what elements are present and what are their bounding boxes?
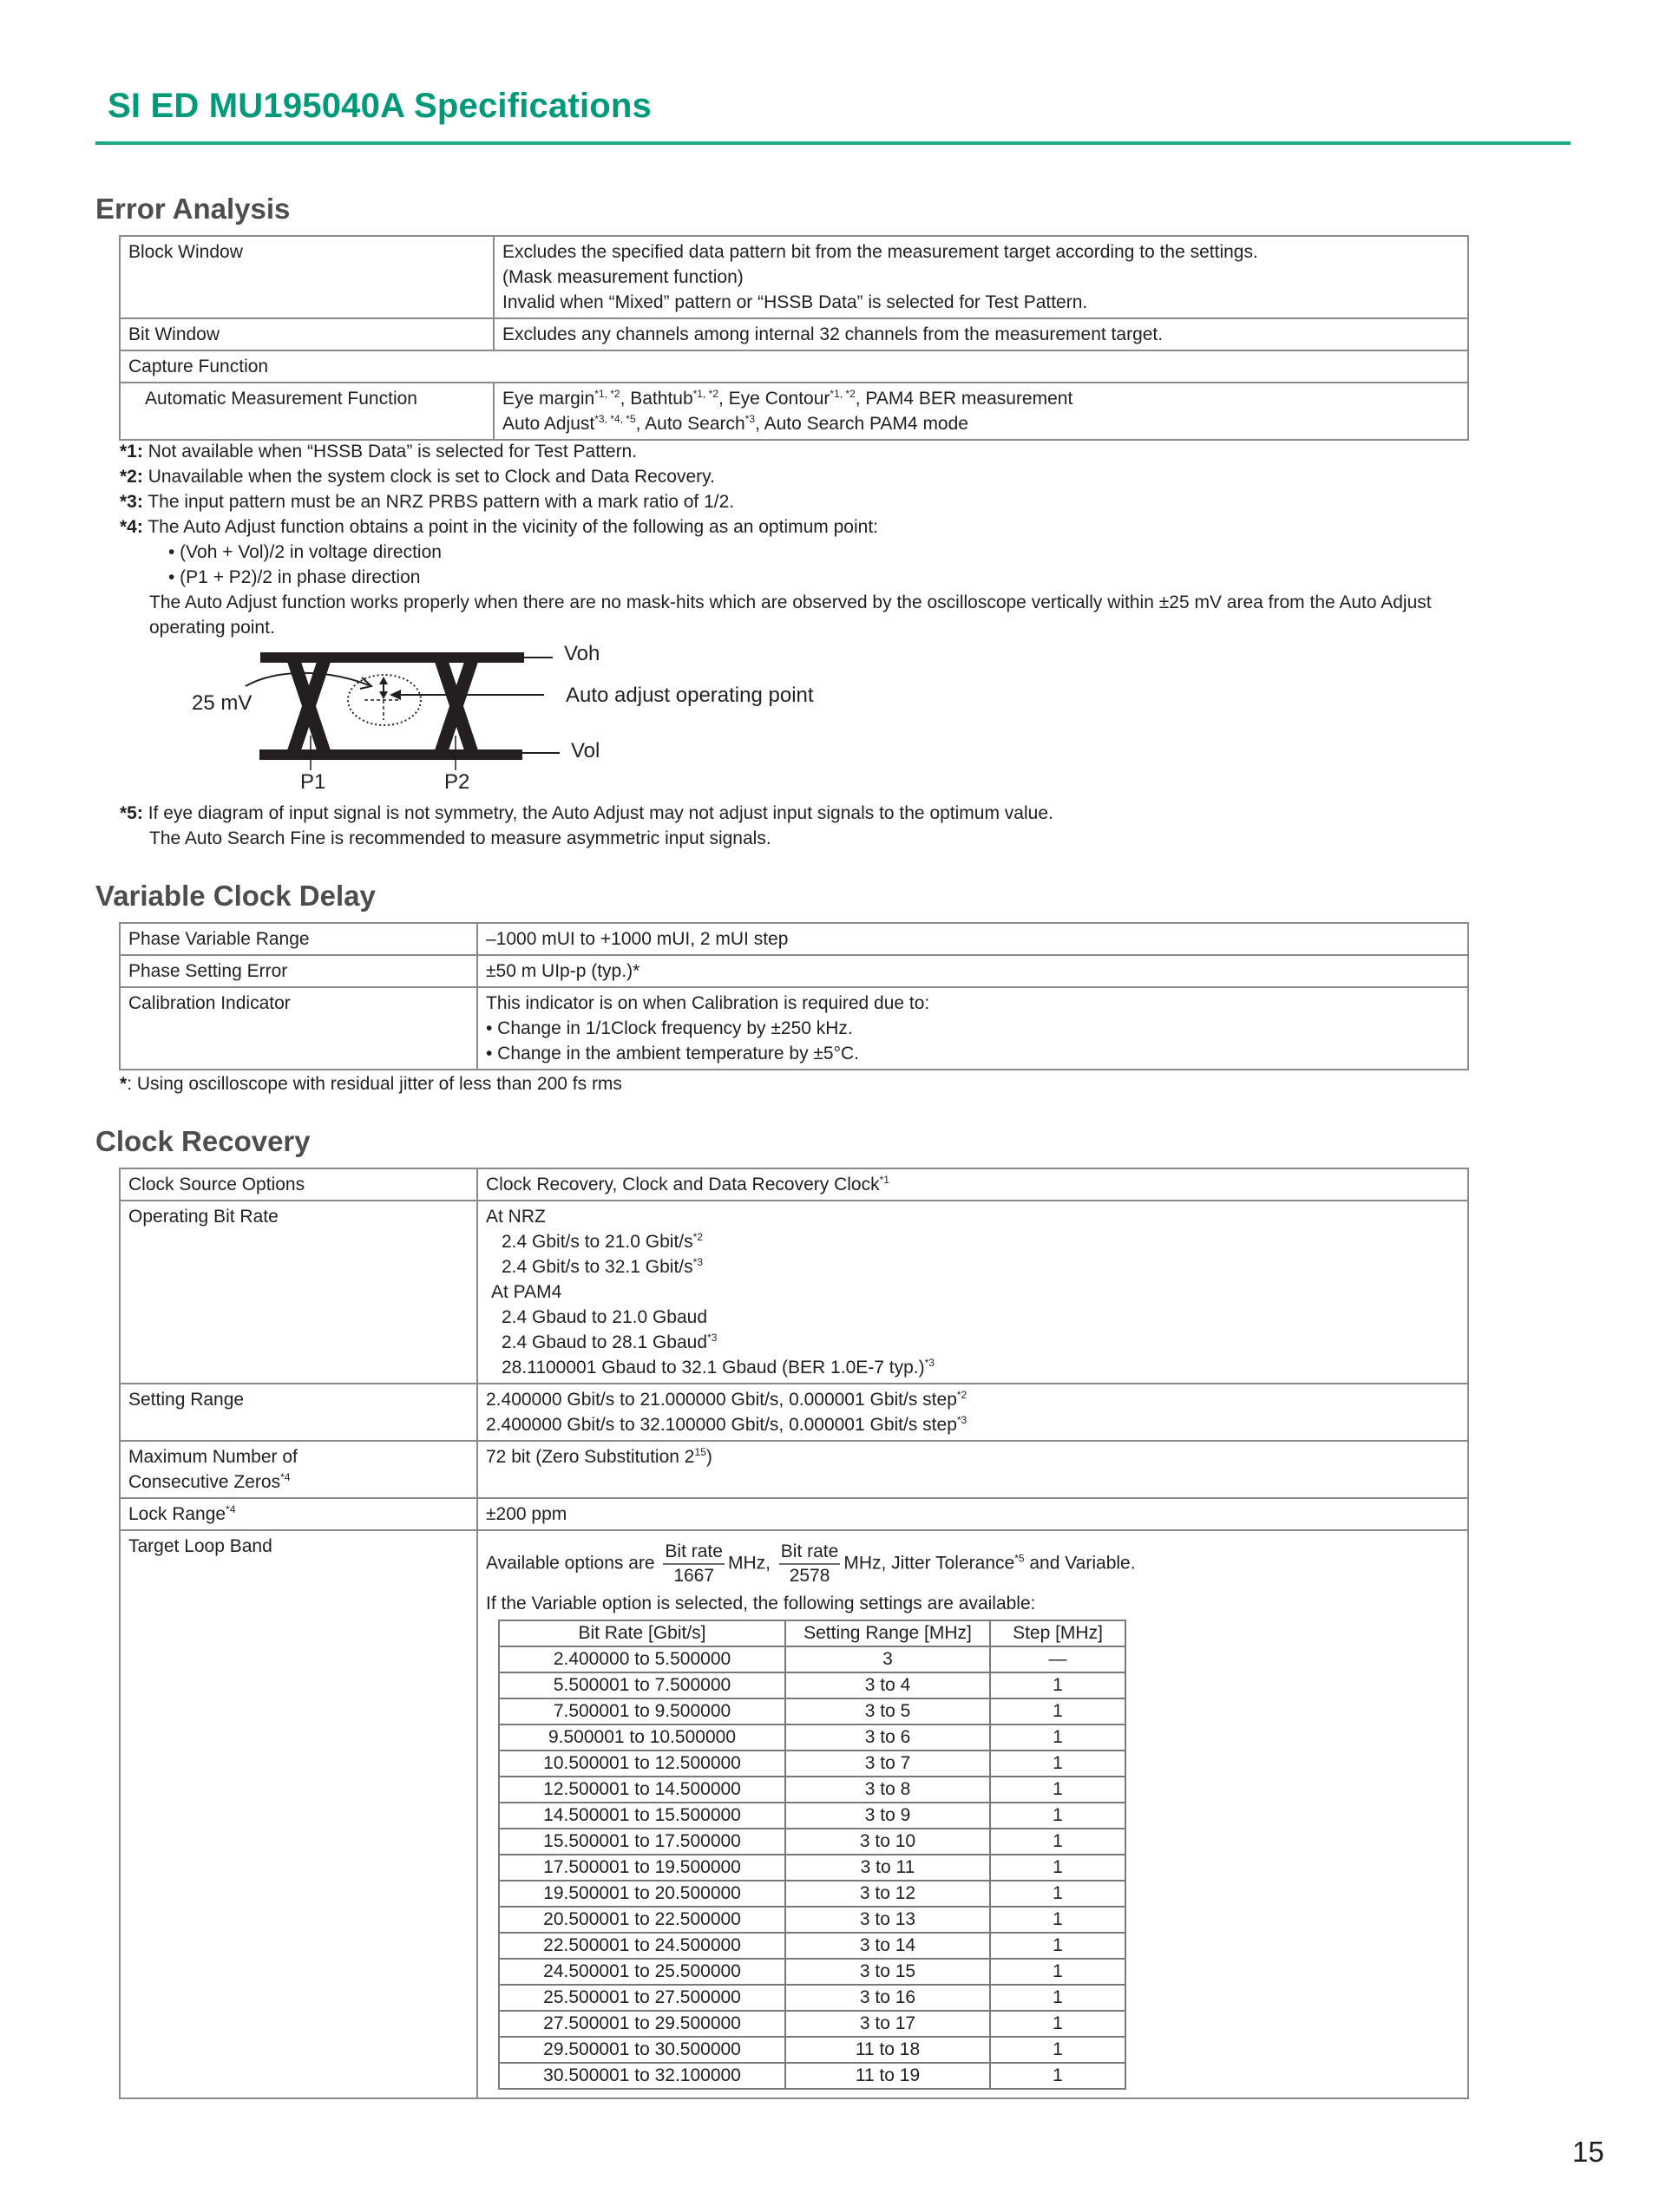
table-row (499, 1933, 1125, 1959)
row-value: 72 bit (Zero Substitution $2^{15}$) (477, 1441, 1468, 1498)
operating-point-label: Auto adjust operating point (566, 684, 814, 707)
table-header-row (499, 1620, 1125, 1646)
table-row (120, 923, 1468, 955)
variable-loop-band-table (498, 1620, 1126, 2090)
table-row (120, 1441, 1468, 1498)
row-label: Block Window (120, 236, 494, 318)
table-row (499, 1855, 1125, 1881)
setting-range-cell: 11 to 19 (785, 2063, 990, 2089)
footnote: *3: The input pattern must be an NRZ PRBS pattern with a mark ratio of 1/2. (120, 492, 735, 512)
footnote-bullet: • (Voh + Vol)/2 in voltage direction (168, 542, 442, 562)
page-number: 15 (1572, 2136, 1604, 2168)
table-row (120, 1530, 1468, 2098)
table-row (120, 1168, 1468, 1201)
step-cell: 1 (990, 1777, 1125, 1803)
table-row (499, 1881, 1125, 1907)
setting-range-cell: 3 to 12 (785, 1881, 990, 1907)
row-label-full: Capture Function (120, 350, 1468, 383)
row-label: Target Loop Band (120, 1530, 477, 2098)
row-value (477, 1530, 1468, 2098)
setting-range-cell: 3 to 9 (785, 1803, 990, 1829)
setting-range-cell: 3 to 8 (785, 1777, 990, 1803)
clock-recovery-heading: Clock Recovery (95, 1125, 311, 1157)
step-cell: — (990, 1646, 1125, 1672)
table-row (120, 1201, 1468, 1384)
row-value: ±50 m UIp-p (typ.)* (477, 955, 1468, 987)
bit-rate-cell: 29.500001 to 30.500000 (499, 2037, 785, 2063)
value-line: Invalid when “Mixed” pattern or “HSSB Data” is selected for Test Pattern. (502, 292, 1088, 312)
setting-range-cell: 3 to 5 (785, 1698, 990, 1724)
clock-recovery-table (119, 1168, 1469, 2099)
step-cell: 1 (990, 1803, 1125, 1829)
row-label: Clock Source Options (120, 1168, 477, 1201)
table-row (499, 1777, 1125, 1803)
row-label: Bit Window (120, 318, 494, 350)
step-cell: 1 (990, 1698, 1125, 1724)
footnote: *2: Unavailable when the system clock is set to Clock and Data Recovery. (120, 467, 715, 487)
step-cell: 1 (990, 2011, 1125, 2037)
footnote-note: operating point. (149, 618, 275, 638)
row-label: Operating Bit Rate (120, 1201, 477, 1384)
column-header: Setting Range [MHz] (785, 1620, 990, 1646)
bit-rate-cell: 15.500001 to 17.500000 (499, 1829, 785, 1855)
step-cell: 1 (990, 1907, 1125, 1933)
table-row (499, 1803, 1125, 1829)
row-value: Excludes any channels among internal 32 channels from the measurement target. (494, 318, 1468, 350)
variable-note: If the Variable option is selected, the following settings are available: (486, 1594, 1036, 1613)
table-row (499, 1724, 1125, 1751)
table-row (499, 2063, 1125, 2089)
row-label: Automatic Measurement Function (120, 383, 494, 440)
table-row (499, 1672, 1125, 1698)
table-row (120, 987, 1468, 1070)
variable-clock-delay-table (119, 922, 1469, 1070)
table-row (499, 1907, 1125, 1933)
footnote: *4: The Auto Adjust function obtains a point in the vicinity of the following as an optimum point: (120, 517, 878, 537)
value-line: (Mask measurement function) (502, 267, 744, 287)
column-header: Step [MHz] (990, 1620, 1125, 1646)
setting-range-cell: 3 to 16 (785, 1985, 990, 2011)
bit-rate-cell: 30.500001 to 32.100000 (499, 2063, 785, 2089)
voh-label: Voh (564, 642, 600, 665)
footnote-bullet: • (P1 + P2)/2 in phase direction (168, 567, 421, 587)
setting-range-cell: 3 to 10 (785, 1829, 990, 1855)
bit-rate-cell: 24.500001 to 25.500000 (499, 1959, 785, 1985)
setting-range-cell: 3 to 14 (785, 1933, 990, 1959)
step-cell: 1 (990, 1855, 1125, 1881)
step-cell: 1 (990, 1881, 1125, 1907)
row-value: 2.400000 Gbit/s to 21.000000 Gbit/s, 0.000001 Gbit/s step$^{*2}$ 2.400000 Gbit/s to 32.100000 Gbit/s, 0.000001 Gbit/s step$^{*3}$ (477, 1384, 1468, 1441)
value-line: Eye margin$^{*1, *2}$, Bathtub$^{*1, *2}$, Eye Contour$^{*1, *2}$, PAM4 BER measurement (502, 388, 1073, 409)
bit-rate-cell: 27.500001 to 29.500000 (499, 2011, 785, 2037)
row-value: At NRZ 2.4 Gbit/s to 21.0 Gbit/$s^{*2}$ 2.4 Gbit/s to 32.1 Gbit/$s^{*3}$ At PAM4 2.4 Gbaud to 21.0 Gbaud 2.4 Gbaud to 28.1 Gbaud$^{*3}$ 28.1100001 Gbaud to 32.1 Gbaud (BER 1.0E-7 typ.)$^{*3}$ (477, 1201, 1468, 1384)
setting-range-cell: 3 to 13 (785, 1907, 990, 1933)
row-label: Setting Range (120, 1384, 477, 1441)
bit-rate-cell: 25.500001 to 27.500000 (499, 1985, 785, 2011)
step-cell: 1 (990, 2037, 1125, 2063)
table-row (120, 955, 1468, 987)
mv-label: 25 mV (192, 691, 253, 715)
value-line: Auto Adjust$^{*3, *4, *5}$, Auto Search$^{*3}$, Auto Search PAM4 mode (502, 413, 968, 434)
row-label: Phase Variable Range (120, 923, 477, 955)
setting-range-cell: 3 to 6 (785, 1724, 990, 1751)
bit-rate-cell: 22.500001 to 24.500000 (499, 1933, 785, 1959)
step-cell: 1 (990, 2063, 1125, 2089)
fraction: $\frac{\text{Bit rate}}{1667}$ (665, 1541, 723, 1586)
table-row (499, 2037, 1125, 2063)
table-row (499, 1959, 1125, 1985)
bit-rate-cell: 5.500001 to 7.500000 (499, 1672, 785, 1698)
column-header: Bit Rate [Gbit/s] (499, 1620, 785, 1646)
table-row (499, 1698, 1125, 1724)
setting-range-cell: 3 to 17 (785, 2011, 990, 2037)
step-cell: 1 (990, 1672, 1125, 1698)
step-cell: 1 (990, 1933, 1125, 1959)
table-row (499, 1646, 1125, 1672)
vol-label: Vol (571, 739, 600, 762)
bit-rate-cell: 17.500001 to 19.500000 (499, 1855, 785, 1881)
error-analysis-heading: Error Analysis (95, 193, 291, 225)
page-title: SI ED MU195040A Specifications (108, 87, 652, 125)
row-value: ±200 ppm (477, 1498, 1468, 1530)
bit-rate-cell: 12.500001 to 14.500000 (499, 1777, 785, 1803)
row-value: This indicator is on when Calibration is required due to: • Change in 1/1Clock frequency by ±250 kHz. • Change in the ambient temperature by ±5°C. (477, 987, 1468, 1070)
variable-clock-delay-heading: Variable Clock Delay (95, 880, 376, 912)
bit-rate-cell: 14.500001 to 15.500000 (499, 1803, 785, 1829)
row-label: Maximum Number of Consecutive Zeros$^{*4}$ (120, 1441, 477, 1498)
step-cell: 1 (990, 1985, 1125, 2011)
bit-rate-cell: 19.500001 to 20.500000 (499, 1881, 785, 1907)
setting-range-cell: 3 to 15 (785, 1959, 990, 1985)
setting-range-cell: 3 to 4 (785, 1672, 990, 1698)
step-cell: 1 (990, 1724, 1125, 1751)
row-label: Phase Setting Error (120, 955, 477, 987)
setting-range-cell: 3 to 7 (785, 1751, 990, 1777)
bit-rate-cell: 7.500001 to 9.500000 (499, 1698, 785, 1724)
bit-rate-cell: 10.500001 to 12.500000 (499, 1751, 785, 1777)
table-row (120, 1498, 1468, 1530)
table-row (499, 1985, 1125, 2011)
loop-band-options: Available options are $\frac{\text{Bit rate}}{1667}$ MHz, $\frac{\text{Bit rate}}{2578}$ MHz, Jitter Tolerance$^{*5}$ and Variable. (486, 1541, 1136, 1586)
bit-rate-cell: 2.400000 to 5.500000 (499, 1646, 785, 1672)
fraction: $\frac{\text{Bit rate}}{2578}$ (780, 1541, 839, 1586)
variable-clock-delay-footnote: *: Using oscilloscope with residual jitter of less than 200 fs rms (120, 1074, 622, 1094)
bit-rate-cell: 9.500001 to 10.500000 (499, 1724, 785, 1751)
setting-range-cell: 3 (785, 1646, 990, 1672)
value-line: Excludes the specified data pattern bit from the measurement target according to the settings. (502, 242, 1258, 262)
row-value: Clock Recovery, Clock and Data Recovery Clock$^{*1}$ (477, 1168, 1468, 1201)
footnote: *1: Not available when “HSSB Data” is selected for Test Pattern. (120, 442, 638, 461)
setting-range-cell: 11 to 18 (785, 2037, 990, 2063)
step-cell: 1 (990, 1829, 1125, 1855)
table-row (499, 1751, 1125, 1777)
table-row (499, 2011, 1125, 2037)
p2-label: P2 (444, 770, 470, 794)
bit-rate-cell: 20.500001 to 22.500000 (499, 1907, 785, 1933)
p1-label: P1 (300, 770, 326, 794)
row-value: –1000 mUI to +1000 mUI, 2 mUI step (477, 923, 1468, 955)
footnote-note: The Auto Adjust function works properly when there are no mask-hits which are observed by the oscilloscope vertically within ±25 mV area from the Auto Adjust (149, 592, 1432, 612)
setting-range-cell: 3 to 11 (785, 1855, 990, 1881)
row-label: Lock Range$^{*4}$ (120, 1498, 477, 1530)
step-cell: 1 (990, 1959, 1125, 1985)
step-cell: 1 (990, 1751, 1125, 1777)
table-row (120, 1384, 1468, 1441)
row-label: Calibration Indicator (120, 987, 477, 1070)
footnote-5: *5: If eye diagram of input signal is not symmetry, the Auto Adjust may not adjust input signals to the optimum value. The Auto Search Fine is recommended to measure asymmetric input signals. (120, 803, 1053, 848)
table-row (499, 1829, 1125, 1855)
